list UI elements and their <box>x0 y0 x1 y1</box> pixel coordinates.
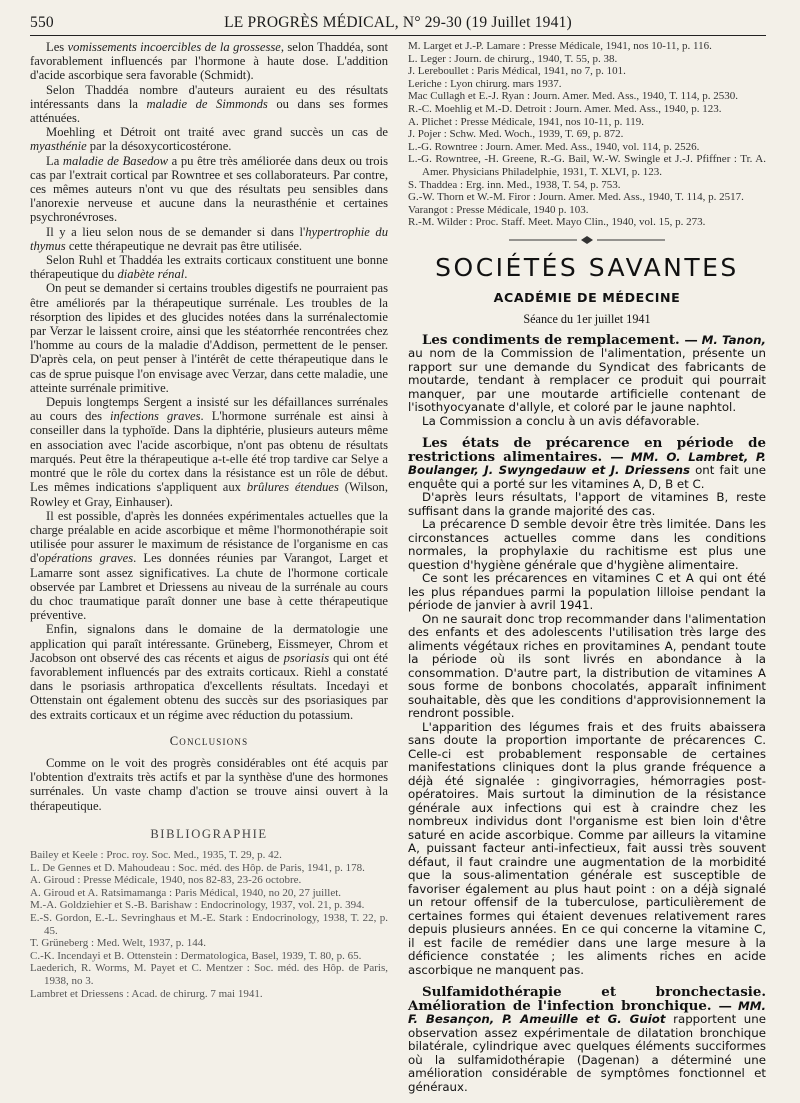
bibliography-entry: J. Pojer : Schw. Med. Woch., 1939, T. 69, p. 872. <box>408 128 624 141</box>
bibliography-entry: S. Thaddea : Erg. inn. Med., 1938, T. 54, p. 753. <box>408 178 621 191</box>
article-title: Sulfamidothérapie et bronchectasie. Amélioration de l'infection bronchique. — <box>408 984 766 1014</box>
bibliography-entry: A. Giroud et A. Ratsimamanga : Paris Médical, 1940, no 20, 27 juillet. <box>30 886 342 899</box>
paragraph: L'apparition des légumes frais et des fruits abaissera sans doute la proportion importante de précarences C. Celle-ci est probablement responsable de certaines manifestations cliniques dont la plus grande fréquence a déjà été signalée : gingivorragies, hémorragies post-opératoires. Mais surtout la diminution de la résistance générale aux infections qui est à craindre chez les nombreux individus dont l'organisme est bien loin d'être saturé en acide ascorbique. Comme par ailleurs la vitamine A, puissant facteur anti-infectieux, fait aussi très souvent défaut, il faut craindre une augmentation de la morbidité que la sous-alimentation générale est susceptible de favoriser également au plus haut point : on a déjà signalé un retour offensif de la tuberculose, particulièrement de certaines formes qui étaient devenues relativement rares depuis plusieurs années. En ce qui concerne la vitamine C, il est facile de remédier dans une large mesure à la déficience constatée ; les aliments riches en acide ascorbique ne manquent pas. <box>408 719 766 977</box>
session-date: Séance du 1er juillet 1941 <box>523 311 651 326</box>
paragraph: Les états de précarence en période de restrictions alimentaires. — MM. O. Lambret, P. Boulanger, J. Swyngedauw et J. Driessens ont fait une enquête qui a porté sur les vitamines A, D, B et C. <box>408 435 766 491</box>
article-authors: MM. O. Lambret, P. Boulanger, J. Swyngedauw et J. Driessens <box>408 449 766 478</box>
section-title: SOCIÉTÉS SAVANTES <box>435 253 739 283</box>
article-title: Les états de précarence en période de restrictions alimentaires. — <box>408 435 766 465</box>
ornament-divider <box>408 235 766 249</box>
bibliography-entry: Varangot : Presse Médicale, 1940 p. 103. <box>408 203 589 216</box>
bibliography-heading: BIBLIOGRAPHIE <box>150 826 268 841</box>
article-condiments <box>408 331 766 429</box>
bibliography-entry: G.-W. Thorn et W.-M. Firor : Journ. Amer. Med. Ass., 1940, T. 114, p. 2517. <box>408 191 744 204</box>
article-authors: M. Tanon, <box>701 332 766 347</box>
paragraph: Les vomissements incoercibles de la grossesse, selon Thaddéa, sont favorablement influencés par l'hormone à haute dose. L'addition d'acide ascorbique sera favorable (Schmidt). <box>30 40 388 83</box>
bibliography-entry: E.-S. Gordon, E.-L. Sevringhaus et M.-E. Stark : Endocrinology, 1938, T. 22, p. 45. <box>30 911 388 937</box>
page-number: 550 <box>30 14 54 31</box>
paragraph: D'après leurs résultats, l'apport de vitamines B, reste suffisant dans la grande majorité des cas. <box>408 490 766 518</box>
academy-heading: ACADÉMIE DE MÉDECINE <box>493 290 681 306</box>
paragraph: Sulfamidothérapie et bronchectasie. Amélioration de l'infection bronchique. — MM. F. Besançon, P. Ameuille et G. Guiot rapportent une observation assez expérimentale de dilatation bronchique bilatérale, cylindrique avec quelques éléments succiformes où la sulfamidothérapie (Dagenan) a déterminé une amélioration considérable de symptômes fonctionnel et généraux. <box>408 984 766 1094</box>
conclusions-text: Comme on le voit des progrès considérables ont été acquis par l'obtention d'extraits très actifs et par la synthèse d'une des hormones surrénales. Un vaste champ d'action se trouve ainsi ouvert à la thérapeutique. <box>30 755 388 813</box>
running-title: LE PROGRÈS MÉDICAL, N° 29-30 (19 Juillet 1941) <box>224 14 572 31</box>
paragraph: La maladie de Basedow a pu être très améliorée dans deux ou trois cas par l'extrait cortical par Rowntree et ses collaborateurs. Par contre, ces mêmes auteurs n'ont vu que des résultats peu sensibles dans l'anorexie nerveuse et aucune dans la neurasthénie et certaines psychronévroses. <box>30 153 388 225</box>
paragraph: Selon Thaddéa nombre d'auteurs auraient eu des résultats intéressants dans la maladie de Simmonds ou dans ses formes atténuées. <box>30 82 389 126</box>
article-authors: MM. F. Besançon, P. Ameuille et G. Guiot <box>408 998 766 1027</box>
paragraph: Ce sont les précarences en vitamines C et A qui ont été les plus répandues parmi la population lilloise pendant la période de janvier à avril 1941. <box>408 571 766 613</box>
bibliography-entry: C.-K. Incendayi et B. Ottenstein : Dermatologica, Basel, 1939, T. 80, p. 65. <box>30 949 362 962</box>
ornament-icon <box>507 235 667 245</box>
article-sulfamidotherapie <box>408 986 766 1094</box>
article-precarence <box>408 437 766 977</box>
paragraph: Il est possible, d'après les données expérimentales actuelles que la charge préalable en acide ascorbique et même l'hormonothérapie soit utilisée pour assurer le maximum de résistance de l'organisme en cas d'opérations graves. Les données réunies par Varangot, Larget et Lamarre sont assez significatives. La chute de l'hormone corticale observée par Lambret et Driessens au niveau de la surrénale au cours du choc traumatique paraît donner une base à cette thérapeutique préventive. <box>30 508 388 623</box>
bibliography-entry: A. Giroud : Presse Médicale, 1940, nos 82-83, 23-26 octobre. <box>30 874 302 887</box>
running-header <box>30 14 766 32</box>
article-title: Les condiments de remplacement. — <box>422 331 698 348</box>
bibliography-entry: R.-M. Wilder : Proc. Staff. Meet. Mayo Clin., 1940, vol. 15, p. 273. <box>408 216 706 229</box>
bibliography-entry: A. Plichet : Presse Médicale, 1941, nos 10-11, p. 119. <box>408 115 644 128</box>
bibliography-entry: Lambret et Driessens : Acad. de chirurg. 7 mai 1941. <box>30 987 263 1000</box>
bibliography-entry: L. Leger : Journ. de chirurg., 1940, T. 55, p. 38. <box>408 52 618 65</box>
paragraph: Il y a lieu selon nous de se demander si dans l'hypertrophie du thymus cette thérapeutique ne devrait pas être utilisée. <box>30 224 388 253</box>
left-column <box>30 40 388 1103</box>
paragraph: On peut se demander si certains troubles digestifs ne pourraient pas être améliorés par la thérapeutique surrénale. Les troubles de la résorption des lipides et des glucides notées dans la surrénalectomie par Verzar le laissent croire, ainsi que les stéatorrhée rencontrées chez l'homme au cours de la maladie d'Addison, permettent de le penser. D'après cela, on peut penser à l'intérêt de cette thérapeutique dans le cas de sprue puisque l'on envisage avec Verzar, dans cette maladie, une atteinte surrénale primitive. <box>30 281 388 395</box>
paragraph: Moehling et Détroit ont traité avec grand succès un cas de myasthénie par la désoxycorticostérone. <box>30 125 388 154</box>
bibliography-entry: L.-G. Rowntree, -H. Greene, R.-G. Bail, W.-W. Swingle et J.-J. Pfiffner : Tr. A. Amer. Physicians Philadelphie, 1931, T. XLVI, p. 123. <box>408 153 766 178</box>
paragraph: La Commission a conclu à un avis défavorable. <box>422 413 700 428</box>
paragraph: Enfin, signalons dans le domaine de la dermatologie une application qui paraît intéressante. Grüneberg, Eissmeyer, Chrom et Jacobson ont observé des cas récents et aigus de psoriasis qui ont été favorablement influencés par des extraits corticaux. Riehl a constaté dans le psoriasis arthropatica d'excellents résultats. Incedayi et Ottenstain ont également obtenu des succès sur des psoriasiques par des extraits corticaux et un régime avec réduction du potassium. <box>30 622 389 722</box>
bibliography-entry: Laederich, R. Worms, M. Payet et C. Mentzer : Soc. méd. des Hôp. de Paris, 1938, no 3. <box>30 962 388 987</box>
paragraph: On ne saurait donc trop recommander dans l'alimentation des enfants et des adolescents l'utilisation très large des aliments végétaux riches en provitamines A, pendant toute la période où ils sont livrés en abondance à la consommation. D'autre part, la distribution de vitamines A sous forme de bonbons chocolatés, apparaît infiniment souhaitable, dès que les conditions d'approvisionnement la rendront possible. <box>408 611 766 721</box>
bibliography-entry: M. Larget et J.-P. Lamare : Presse Médicale, 1941, nos 10-11, p. 116. <box>408 40 712 52</box>
paragraph: Les condiments de remplacement. — M. Tanon, au nom de la Commission de l'alimentation, présente un rapport sur une demande du Syndicat des fabricants de moutarde, tendant à remplacer ce produit qui pourrait manquer, par une moutarde artificielle contenant de l'isothyocyanate d'allyle, et coloré par le jaune naphtol. <box>408 331 766 415</box>
bibliography-entry: Leriche : Lyon chirurg. mars 1937. <box>408 77 562 90</box>
bibliography-entry: Mac Cullagh et E.-J. Ryan : Journ. Amer. Med. Ass., 1940, T. 114, p. 2530. <box>408 90 738 103</box>
paragraph: Depuis longtemps Sergent a insisté sur les défaillances surrénales au cours des infections graves. L'hormone surrénale est ainsi à conseiller dans la typhoïde. Dans la diphtérie, plusieurs auteurs même en association avec l'acide ascorbique, n'ont pas obtenu de résultats marqués. Peut être la thérapeutique a-t-elle été trop tardive car Selye a montré que le rôle du cortex dans la résistance est un rôle de début. Les mêmes indications s'appliquent aux brûlures étendues (Wilson, Rowley et Gray, Einhauser). <box>30 395 388 509</box>
bibliography-entry: L. De Gennes et D. Mahoudeau : Soc. méd. des Hôp. de Paris, 1941, p. 178. <box>30 861 365 874</box>
paragraph: Selon Ruhl et Thaddéa les extraits corticaux constituent une bonne thérapeutique du diabète rénal. <box>30 253 388 282</box>
header-rule <box>30 35 766 36</box>
bibliography-entry: J. Lereboullet : Paris Médical, 1941, no 7, p. 101. <box>408 65 626 78</box>
bibliography-entry: L.-G. Rowntree : Journ. Amer. Med. Ass., 1940, vol. 114, p. 2526. <box>408 140 700 153</box>
bibliography-entry: M.-A. Goldziehier et S.-B. Barishaw : Endocrinology, 1937, vol. 21, p. 394. <box>30 899 365 912</box>
paragraph: La précarence D semble devoir être très limitée. Dans les circonstances actuelles comme dans les conditions normales, la prophylaxie du rachitisme est plus une question d'hygiène générale que d'hygiène alimentaire. <box>408 517 766 572</box>
bibliography-entry: R.-C. Moehlig et M.-D. Detroit : Journ. Amer. Med. Ass., 1940, p. 123. <box>408 102 722 115</box>
bibliography-list <box>30 849 388 1000</box>
bibliography-list-continued <box>408 40 766 229</box>
conclusions-heading: Conclusions <box>169 733 249 748</box>
bibliography-entry: T. Grüneberg : Med. Welt, 1937, p. 144. <box>30 937 207 950</box>
bibliography-entry: Bailey et Keele : Proc. roy. Soc. Med., 1935, T. 29, p. 42. <box>30 848 282 861</box>
right-column <box>408 40 766 1103</box>
